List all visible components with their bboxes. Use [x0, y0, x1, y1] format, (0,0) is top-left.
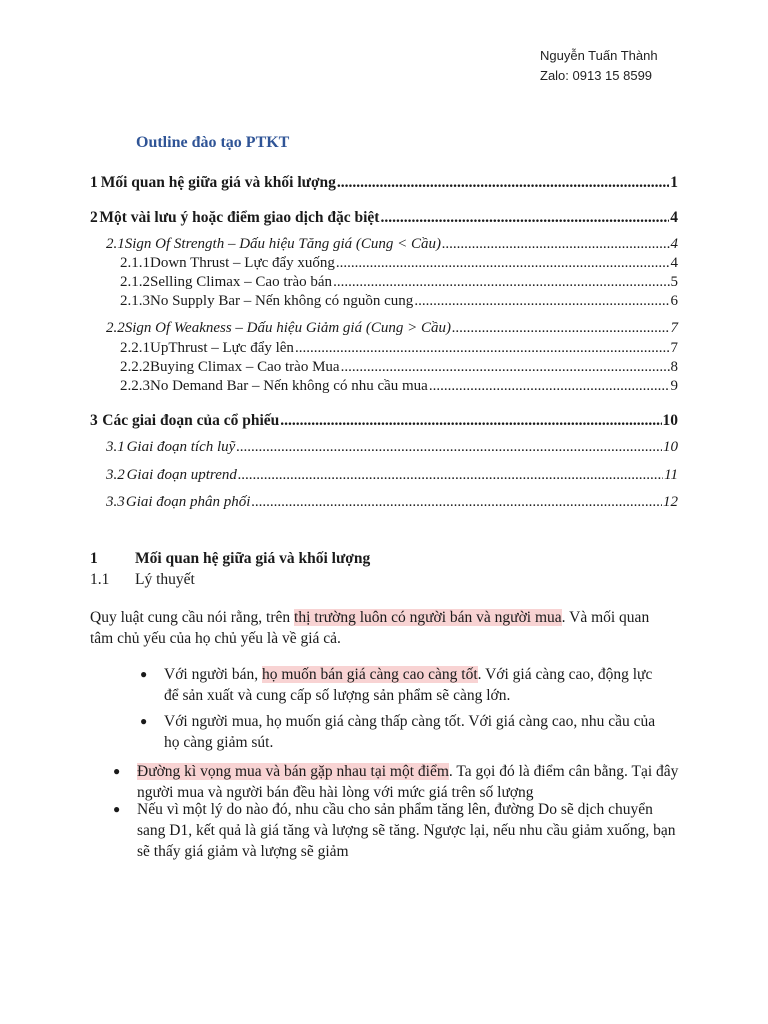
toc-text: No Supply Bar – Nến không có nguồn cung [150, 293, 414, 309]
toc-text: Mối quan hệ giữa giá và khối lượng [100, 174, 336, 191]
toc-number: 2.1.3 [120, 293, 150, 309]
toc-item-2-1-1[interactable] [120, 254, 678, 273]
subsection-heading [90, 571, 195, 589]
toc-number: 2.2.2 [120, 359, 150, 375]
toc-page: 10 [663, 439, 678, 455]
section-heading [90, 550, 370, 568]
list-item [140, 711, 670, 753]
toc-number: 1 [90, 174, 98, 191]
bullet-icon: ● [140, 714, 148, 728]
list-item [140, 664, 670, 706]
toc-text: Giai đoạn tích luỹ [126, 439, 236, 455]
toc-page: 1 [670, 174, 678, 191]
subsection-number: 1.1 [90, 571, 110, 588]
toc-item-3[interactable] [90, 411, 678, 430]
toc-number: 3.2 [106, 467, 125, 483]
intro-paragraph [90, 607, 670, 649]
toc-leader [429, 377, 670, 396]
toc-page: 4 [670, 255, 678, 271]
toc-item-2[interactable] [90, 208, 678, 227]
toc-leader [336, 254, 670, 273]
toc-leader [295, 339, 670, 358]
intro-text: Quy luật cung cầu nói rằng, trên [90, 609, 295, 626]
toc-number: 2.1 [106, 236, 125, 252]
toc-item-2-1-2[interactable] [120, 273, 678, 292]
toc-item-2-2-1[interactable] [120, 339, 678, 358]
toc-item-3-1[interactable] [106, 438, 678, 457]
toc-page: 7 [670, 320, 678, 336]
toc-page: 11 [664, 467, 678, 483]
toc-leader [333, 273, 669, 292]
toc-leader [414, 292, 669, 311]
toc-text: Down Thrust – Lực đẩy xuống [150, 255, 335, 271]
toc-page: 5 [670, 274, 678, 290]
toc-number: 2.1.2 [120, 274, 150, 290]
toc-item-3-3[interactable] [106, 493, 678, 512]
toc-item-2-2-2[interactable] [120, 358, 678, 377]
toc-text: Một vài lưu ý hoặc điểm giao dịch đặc biệt [99, 209, 380, 226]
toc-page: 6 [670, 293, 678, 309]
toc-item-2-1-3[interactable] [120, 292, 678, 311]
toc-number: 3.3 [106, 494, 125, 510]
toc-title: Outline đào tạo PTKT [136, 134, 290, 151]
highlighted-text: thị trường luôn có người bán và người mua [294, 609, 562, 626]
list-item-text: Với người mua, họ muốn giá càng thấp càng tốt. Với giá càng cao, nhu cầu của họ càng giảm sút. [164, 713, 656, 751]
toc-page: 9 [670, 378, 678, 394]
toc-item-2-2[interactable] [106, 319, 678, 338]
toc-page: 7 [670, 340, 678, 356]
toc-leader [280, 411, 661, 430]
toc-number: 2 [90, 209, 98, 226]
toc-text: UpThrust – Lực đẩy lên [150, 340, 294, 356]
bullet-icon: ● [113, 764, 121, 778]
toc-number: 2.2 [106, 320, 125, 336]
author-name: Nguyễn Tuấn Thành [540, 48, 658, 63]
toc-number: 2.2.3 [120, 378, 150, 394]
toc-item-2-2-3[interactable] [120, 377, 678, 396]
toc-leader [236, 438, 662, 457]
toc-leader [380, 208, 669, 227]
toc-page: 8 [670, 359, 678, 375]
intro-text: . Và mối quan tâm chủ yếu của họ chủ yếu là về giá cả. [90, 609, 650, 647]
toc-text: Các giai đoạn của cổ phiếu [102, 412, 280, 429]
list-item [113, 799, 683, 862]
toc-text: Buying Climax – Cao trào Mua [150, 359, 340, 375]
list-item-text: Với người bán, họ muốn bán giá càng cao càng tốt. Với giá càng cao, động lực để sản xuất và cung cấp số lượng sản phẩm sẽ càng lớn. [164, 666, 653, 704]
section-number: 1 [90, 550, 98, 567]
toc-item-2-1[interactable] [106, 235, 678, 254]
toc-page: 4 [670, 209, 678, 226]
subsection-title: Lý thuyết [135, 571, 195, 588]
toc-page: 10 [662, 412, 678, 429]
toc-item-3-2[interactable] [106, 466, 678, 485]
author-block [540, 46, 658, 86]
toc-number: 2.1.1 [120, 255, 150, 271]
section-title: Mối quan hệ giữa giá và khối lượng [135, 550, 371, 567]
toc-text: Giai đoạn uptrend [126, 467, 237, 483]
toc-leader [251, 493, 662, 512]
toc-leader [341, 358, 670, 377]
highlighted-text: Đường kì vọng mua và bán gặp nhau tại một điểm [137, 763, 449, 780]
toc-text: Sign Of Strength – Dấu hiệu Tăng giá (Cung < Cầu) [124, 236, 441, 252]
toc-leader [238, 466, 663, 485]
bullet-icon: ● [113, 802, 121, 816]
toc-text: No Demand Bar – Nến không có nhu cầu mua [150, 378, 428, 394]
highlighted-text: họ muốn bán giá càng cao càng tốt [261, 666, 478, 683]
toc-leader [442, 235, 670, 254]
author-zalo: Zalo: 0913 15 8599 [540, 68, 653, 83]
list-item-text: Nếu vì một lý do nào đó, nhu cầu cho sản phẩm tăng lên, đường Do sẽ dịch chuyển sang D1, kết quả là giá tăng và lượng sẽ tăng. Ngược lại, nếu nhu cầu giảm xuống, bạn sẽ thấy giá giảm và lượng sẽ giảm [137, 801, 676, 860]
list-item-text: Đường kì vọng mua và bán gặp nhau tại một điểm. Ta gọi đó là điểm cân bằng. Tại đây người mua và người bán đều hài lòng với mức giá trên số lượng [137, 763, 679, 801]
toc-text: Sign Of Weakness – Dấu hiệu Giảm giá (Cung > Cầu) [124, 320, 451, 336]
toc-number: 3 [90, 412, 98, 429]
toc-leader [337, 173, 669, 192]
list-item [113, 761, 683, 803]
toc-number: 2.2.1 [120, 340, 150, 356]
toc-item-1[interactable] [90, 173, 678, 192]
toc-number: 3.1 [106, 439, 125, 455]
toc-leader [452, 319, 670, 338]
toc-text: Giai đoạn phân phối [125, 494, 251, 510]
toc-text: Selling Climax – Cao trào bán [150, 274, 333, 290]
toc-page: 12 [663, 494, 678, 510]
bullet-icon: ● [140, 667, 148, 681]
toc-page: 4 [670, 236, 678, 252]
